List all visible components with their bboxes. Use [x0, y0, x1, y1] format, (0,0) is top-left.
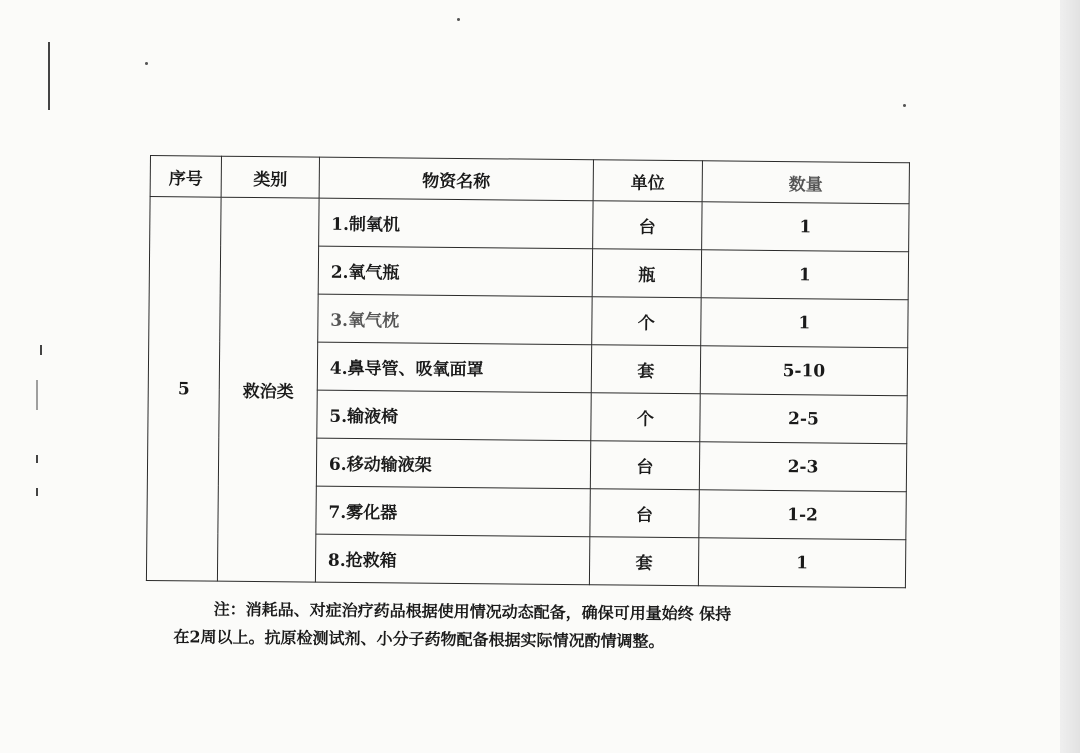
item-name-cell: 1.制氧机 — [318, 198, 592, 249]
header-quantity: 数量 — [702, 161, 909, 204]
item-quantity-cell: 1-2 — [699, 490, 907, 540]
item-unit-cell: 瓶 — [592, 249, 702, 298]
item-quantity-cell: 2-3 — [699, 442, 907, 492]
item-name-cell: 8.抢救箱 — [315, 534, 589, 585]
item-name-cell: 2.氧气瓶 — [318, 246, 592, 297]
group-seq-cell: 5 — [146, 197, 221, 582]
item-unit-cell: 台 — [590, 441, 700, 490]
binding-mark — [36, 455, 38, 463]
item-name-cell: 6.移动输液架 — [316, 438, 590, 489]
header-category: 类别 — [221, 156, 319, 198]
document-body — [145, 155, 915, 658]
item-quantity-cell: 2-5 — [700, 394, 908, 444]
item-quantity-cell: 1 — [701, 250, 909, 300]
item-name-cell: 5.输液椅 — [317, 390, 591, 441]
header-unit: 单位 — [593, 160, 702, 202]
item-unit-cell: 台 — [590, 489, 700, 538]
item-quantity-cell: 5-10 — [700, 346, 908, 396]
table-header-row — [150, 156, 909, 204]
table-footnote — [173, 595, 874, 658]
item-name-cell: 3.氧气枕 — [318, 294, 592, 345]
scan-speck — [145, 62, 148, 65]
table-row — [150, 197, 909, 252]
supply-table — [146, 155, 910, 588]
scan-speck — [903, 104, 906, 107]
header-seq: 序号 — [150, 156, 222, 198]
item-quantity-cell: 1 — [701, 298, 909, 348]
item-name-cell: 7.雾化器 — [316, 486, 590, 537]
scan-speck — [457, 18, 460, 21]
item-unit-cell: 台 — [592, 201, 702, 250]
item-unit-cell: 个 — [592, 297, 702, 346]
group-category-cell: 救治类 — [218, 197, 319, 582]
item-quantity-cell: 1 — [698, 538, 906, 588]
binding-mark — [36, 488, 38, 496]
page-edge-shadow — [1060, 0, 1080, 753]
footnote-line: 注：消耗品、对症治疗药品根据使用情况动态配备，确保可用量始终 保持 — [213, 599, 732, 624]
header-item-name: 物资名称 — [319, 157, 593, 201]
item-unit-cell: 套 — [591, 345, 701, 394]
footnote-line: 在2周以上。抗原检测试剂、小分子药物配备根据实际情况酌情调整。 — [173, 627, 665, 651]
item-name-cell: 4.鼻导管、吸氧面罩 — [317, 342, 591, 393]
item-quantity-cell: 1 — [702, 202, 910, 252]
item-unit-cell: 套 — [589, 537, 699, 586]
binding-mark — [36, 380, 38, 410]
binding-mark — [40, 345, 42, 355]
binding-mark — [48, 42, 50, 110]
item-unit-cell: 个 — [591, 393, 701, 442]
